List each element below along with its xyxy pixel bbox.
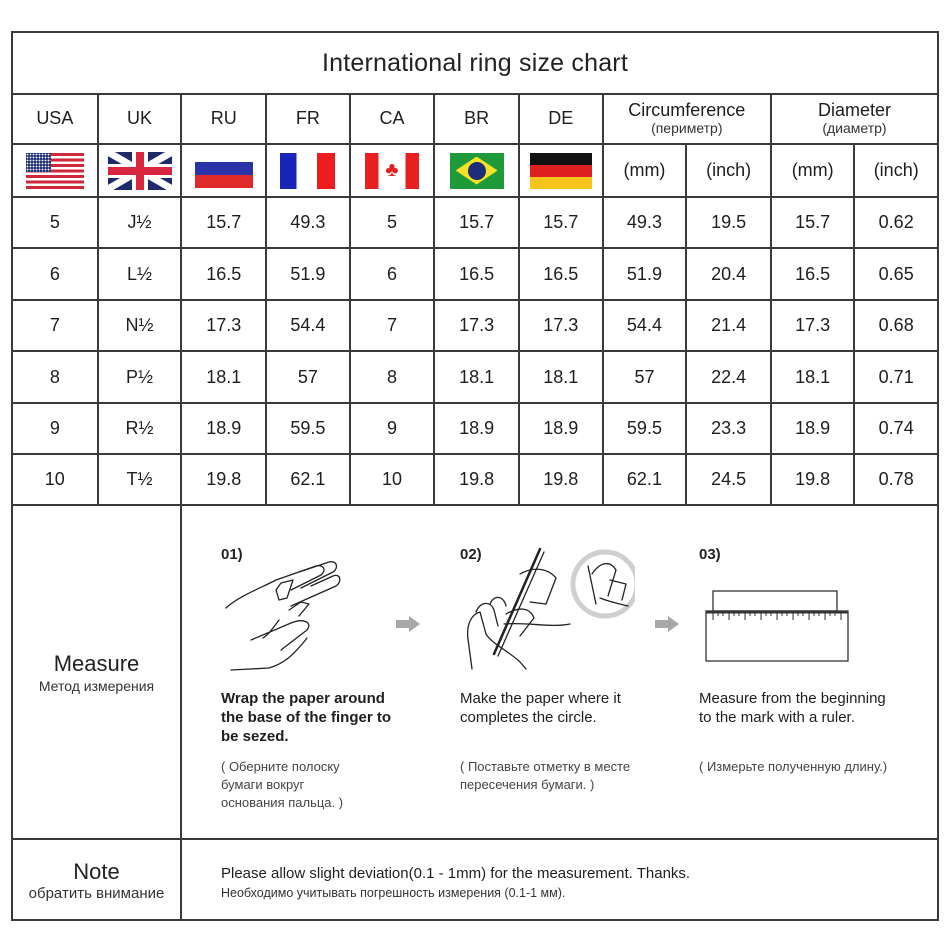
cell-ru: 15.7 [181,197,266,248]
note-label: Note [73,858,120,884]
cell-circ-mm: 54.4 [603,300,687,351]
cell-ca: 7 [350,300,435,351]
cell-de: 16.5 [519,248,603,300]
step-1 [221,506,421,840]
cell-circ-mm: 49.3 [603,197,687,248]
cell-fr: 51.9 [266,248,350,300]
cell-circ-mm: 62.1 [603,454,687,505]
cell-dia-mm: 18.1 [771,351,854,403]
cell-usa: 10 [13,454,98,505]
header-ru: RU [181,93,266,144]
cell-dia-mm: 19.8 [771,454,854,505]
cell-de: 15.7 [519,197,603,248]
header-fr: FR [266,93,350,144]
cell-fr: 62.1 [266,454,350,505]
cell-circ-inch: 21.4 [686,300,771,351]
cell-ru: 17.3 [181,300,266,351]
header-ca: CA [350,93,435,144]
cell-usa: 6 [13,248,98,300]
cell-dia-inch: 0.71 [854,351,937,403]
measure-label-cell [13,506,182,840]
cell-circ-inch: 19.5 [686,197,771,248]
measure-section [13,504,937,840]
cell-circ-inch: 22.4 [686,351,771,403]
cell-de: 18.9 [519,403,603,454]
step-2 [460,506,680,840]
cell-de: 17.3 [519,300,603,351]
circumference-sublabel: (периметр) [651,119,723,136]
cell-circ-mm: 51.9 [603,248,687,300]
cell-br: 18.1 [434,351,519,403]
step-number: 01) [221,546,243,563]
step-description-ru: ( Измерьте полученную длину.) [699,759,888,774]
ring-size-chart [11,31,939,921]
cell-ru: 18.9 [181,403,266,454]
note-text-ru: Необходимо учитывать погрешность измерения (0.1-1 мм). [221,886,566,900]
cell-usa: 8 [13,351,98,403]
note-label-ru: обратить внимание [28,884,165,902]
cell-usa: 5 [13,197,98,248]
step-description: Make the paper where it completes the circle. [460,690,621,726]
header-uk: UK [98,93,182,144]
cell-dia-mm: 17.3 [771,300,854,351]
step-description-ru: ( Поставьте отметку в месте пересечения бумаги. ) [460,759,631,792]
note-section [13,838,937,921]
arrow-right-icon [655,616,679,632]
cell-usa: 9 [13,403,98,454]
dia-inch-unit: (inch) [854,144,937,197]
hand-pen-mark-icon [460,544,635,674]
cell-dia-inch: 0.78 [854,454,937,505]
cell-de: 19.8 [519,454,603,505]
cell-fr: 59.5 [266,403,350,454]
header-de: DE [519,93,603,144]
cell-dia-mm: 18.9 [771,403,854,454]
step-3 [699,506,929,840]
cell-dia-inch: 0.74 [854,403,937,454]
germany-flag-icon [530,153,592,189]
cell-circ-inch: 23.3 [686,403,771,454]
arrow-right-icon [396,616,420,632]
ruler-icon [705,590,853,666]
measure-label-ru: Метод измерения [38,678,155,694]
table-row [13,300,937,351]
cell-uk: T½ [98,454,182,505]
cell-dia-inch: 0.65 [854,248,937,300]
cell-usa: 7 [13,300,98,351]
cell-dia-inch: 0.68 [854,300,937,351]
note-label-cell [13,840,182,921]
cell-ca: 9 [350,403,435,454]
hand-finger-wrap-icon [221,558,351,673]
header-row [13,93,937,144]
header-usa: USA [13,93,98,144]
note-text [221,864,690,902]
step-number: 02) [460,546,482,563]
cell-br: 16.5 [434,248,519,300]
table-row [13,454,937,505]
cell-br: 15.7 [434,197,519,248]
cell-ca: 8 [350,351,435,403]
usa-flag-icon [26,153,84,189]
cell-ru: 16.5 [181,248,266,300]
flag-row [13,144,937,197]
cell-br: 19.8 [434,454,519,505]
cell-dia-mm: 16.5 [771,248,854,300]
circumference-label: Circumference [628,99,746,120]
cell-br: 17.3 [434,300,519,351]
diameter-sublabel: (диаметр) [822,119,887,136]
diameter-label: Diameter [817,99,891,120]
cell-ca: 6 [350,248,435,300]
table-row [13,351,937,403]
header-circumference [603,93,771,144]
cell-dia-inch: 0.62 [854,197,937,248]
cell-circ-inch: 24.5 [686,454,771,505]
step-description: Wrap the paper around the base of the finger to be sezed. [221,690,392,745]
table-row [13,248,937,300]
cell-ru: 19.8 [181,454,266,505]
size-table [13,93,937,506]
cell-br: 18.9 [434,403,519,454]
header-br: BR [434,93,519,144]
chart-title: International ring size chart [13,33,937,95]
circ-mm-unit: (mm) [603,144,687,197]
cell-ru: 18.1 [181,351,266,403]
table-row [13,403,937,454]
cell-circ-inch: 20.4 [686,248,771,300]
cell-fr: 49.3 [266,197,350,248]
cell-uk: N½ [98,300,182,351]
cell-ca: 5 [350,197,435,248]
circ-inch-unit: (inch) [686,144,771,197]
cell-uk: L½ [98,248,182,300]
cell-fr: 57 [266,351,350,403]
cell-uk: J½ [98,197,182,248]
table-row [13,197,937,248]
cell-de: 18.1 [519,351,603,403]
dia-mm-unit: (mm) [771,144,854,197]
step-description: Measure from the beginning to the mark with a ruler. [699,690,886,726]
uk-flag-icon [108,152,172,190]
cell-ca: 10 [350,454,435,505]
france-flag-icon [280,153,335,189]
header-diameter [771,93,937,144]
canada-flag-icon: ♣ [365,153,419,189]
cell-fr: 54.4 [266,300,350,351]
measure-label: Measure [53,651,140,676]
step-number: 03) [699,546,721,563]
brazil-flag-icon [450,153,504,189]
russia-flag-icon [195,162,253,188]
cell-uk: P½ [98,351,182,403]
note-text-en: Please allow slight deviation(0.1 - 1mm) for the measurement. Thanks. [221,865,691,882]
cell-circ-mm: 57 [603,351,687,403]
step-description-ru: ( Оберните полоску бумаги вокруг основания пальца. ) [221,759,344,810]
cell-dia-mm: 15.7 [771,197,854,248]
cell-circ-mm: 59.5 [603,403,687,454]
cell-uk: R½ [98,403,182,454]
